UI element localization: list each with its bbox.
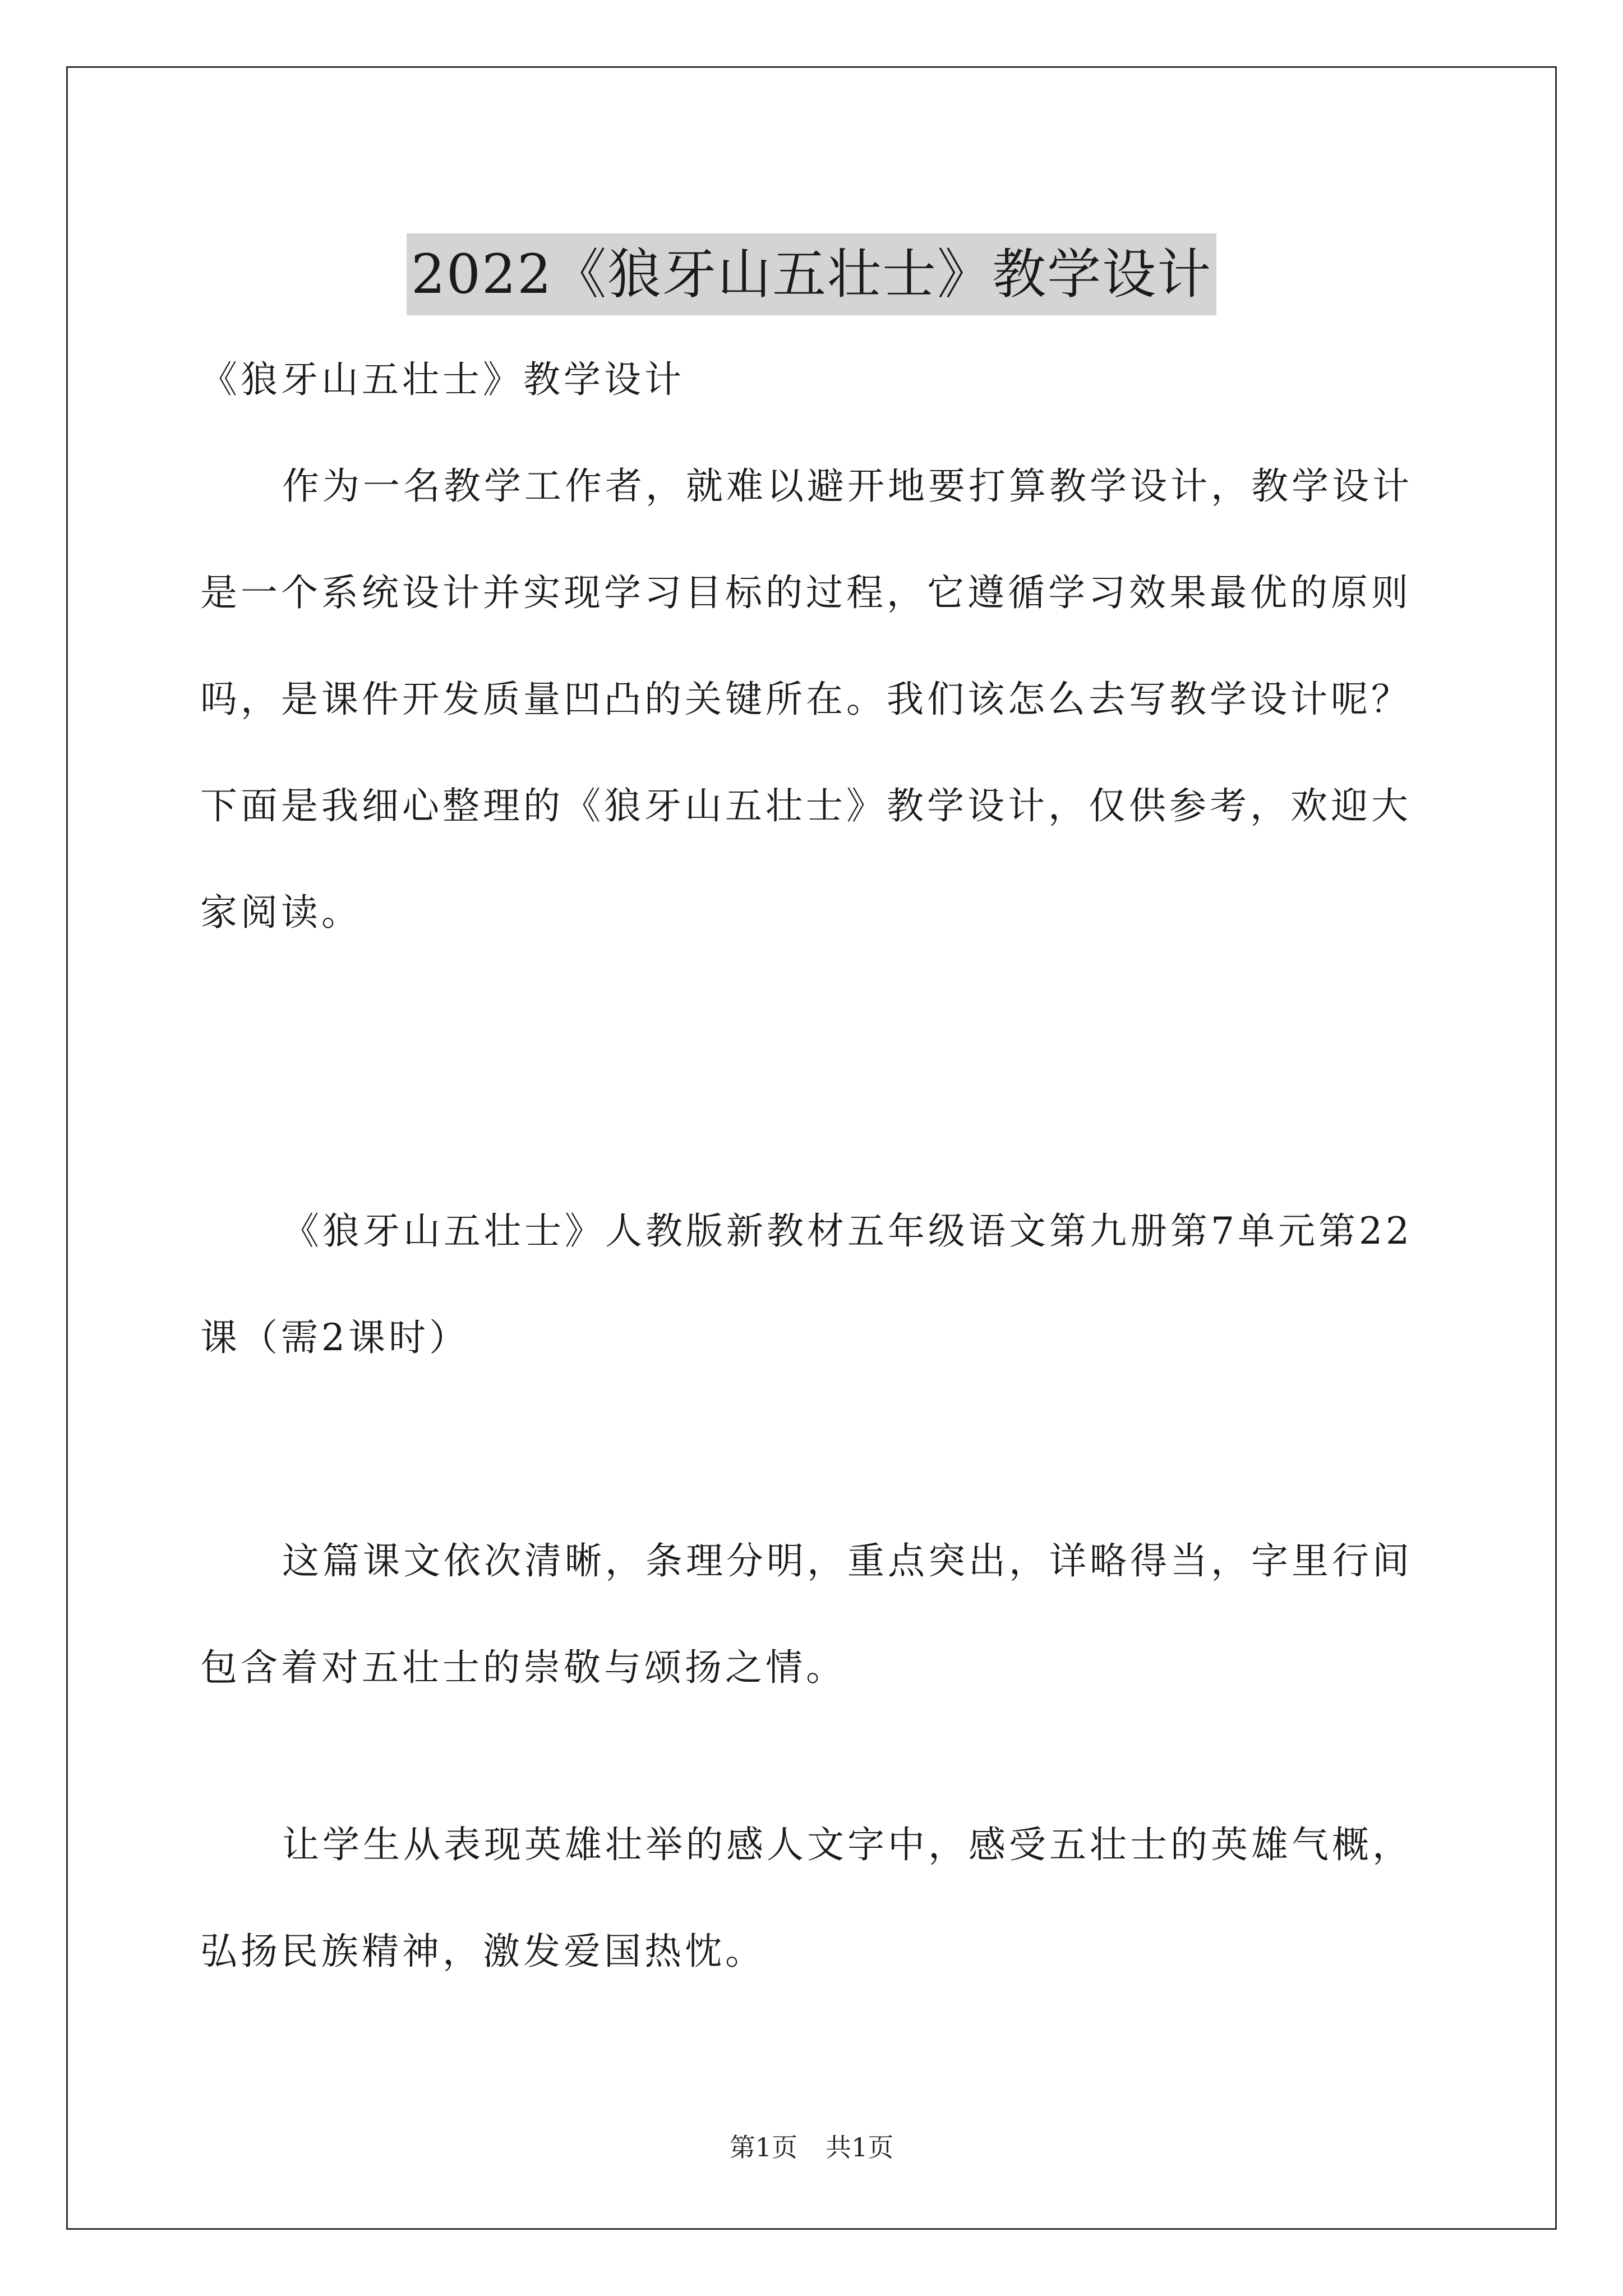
paragraph-teaching-goal: 让学生从表现英雄壮举的感人文字中，感受五壮士的英雄气概，弘扬民族精神，激发爱国热忱。 bbox=[200, 1823, 1413, 1973]
page-footer bbox=[0, 2131, 1623, 2164]
page-number-current: 第1页 bbox=[729, 2132, 797, 2162]
page-number-total: 共1页 bbox=[826, 2132, 894, 2162]
document-subtitle: 《狼牙山五壮士》教学设计 bbox=[200, 358, 685, 401]
paragraph-lesson-info: 《狼牙山五壮士》人教版新教材五年级语文第九册第7单元第22课（需2课时） bbox=[200, 1209, 1413, 1359]
paragraph-text-analysis: 这篇课文依次清晰，条理分明，重点突出，详略得当，字里行间包含着对五壮士的崇敬与颂扬之情。 bbox=[200, 1539, 1413, 1689]
page-title: 2022《狼牙山五壮士》教学设计 bbox=[407, 233, 1216, 315]
paragraph-intro: 作为一名教学工作者，就难以避开地要打算教学设计，教学设计是一个系统设计并实现学习目标的过程，它遵循学习效果最优的原则吗，是课件开发质量凹凸的关键所在。我们该怎么去写教学设计呢？下面是我细心整理的《狼牙山五壮士》教学设计，仅供参考，欢迎大家阅读。 bbox=[200, 464, 1413, 934]
